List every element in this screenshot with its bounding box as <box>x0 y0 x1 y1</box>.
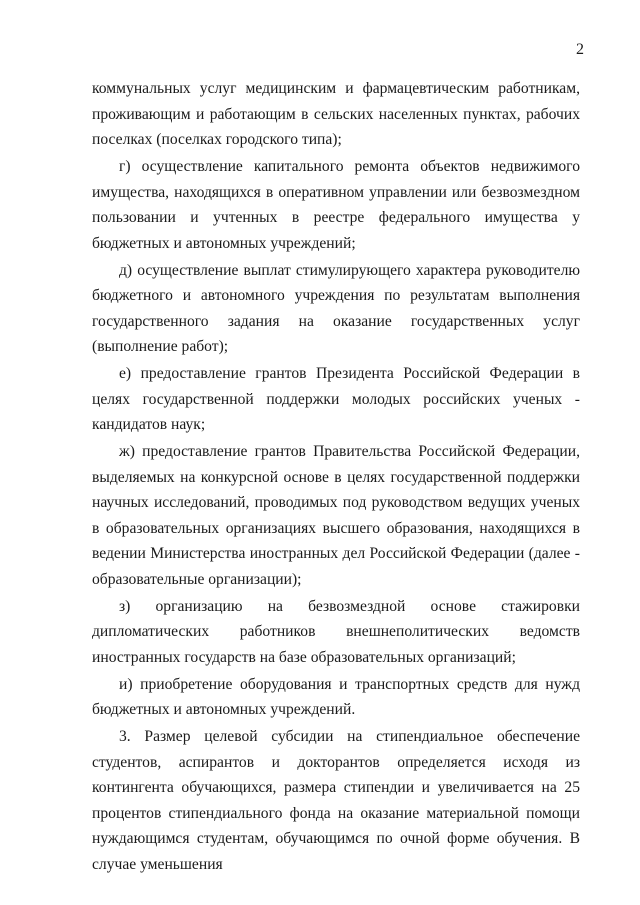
paragraph-item-zh: ж) предоставление грантов Правительства Российской Федерации, выделяемых на конкурсной основе в целях государственной поддержки научных исследований, проводимых под руководством ведущих ученых в образовательных организациях высшего образования, находящихся в ведении Министерства иностранных дел Российской Федерации (далее - образовательные организации); <box>92 443 580 588</box>
paragraph-item-i: и) приобретение оборудования и транспортных средств для нужд бюджетных и автономных учреждений. <box>92 675 580 718</box>
document-body <box>92 76 580 879</box>
paragraph-item-d: д) осуществление выплат стимулирующего характера руководителю бюджетного и автономного учреждения по результатам выполнения государственного задания на оказание государственных услуг (выполнение работ); <box>92 261 580 355</box>
paragraph-item-z: з) организацию на безвозмездной основе стажировки дипломатических работников внешнеполитических ведомств иностранных государств на базе образовательных организаций; <box>92 597 580 666</box>
paragraph-item-e: е) предоставление грантов Президента Российской Федерации в целях государственной поддержки молодых российских ученых - кандидатов наук; <box>92 365 580 433</box>
paragraph-item-g: г) осуществление капитального ремонта объектов недвижимого имущества, находящихся в оперативном управлении или безвозмездном пользовании и учтенных в реестре федерального имущества у бюджетных и автономных учреждений; <box>92 158 580 252</box>
paragraph-section-3: 3. Размер целевой субсидии на стипендиальное обеспечение студентов, аспирантов и докторантов определяется исходя из контингента обучающихся, размера стипендии и увеличивается на 25 процентов стипендиального фонда на оказание материальной помощи нуждающимся студентам, обучающимся по очной форме обучения. В случае уменьшения <box>92 728 580 873</box>
paragraph-continuation: коммунальных услуг медицинским и фармацевтическим работникам, проживающим и работающим в сельских населенных пунктах, рабочих поселках (поселках городского типа); <box>92 80 580 148</box>
page-number: 2 <box>576 41 584 58</box>
